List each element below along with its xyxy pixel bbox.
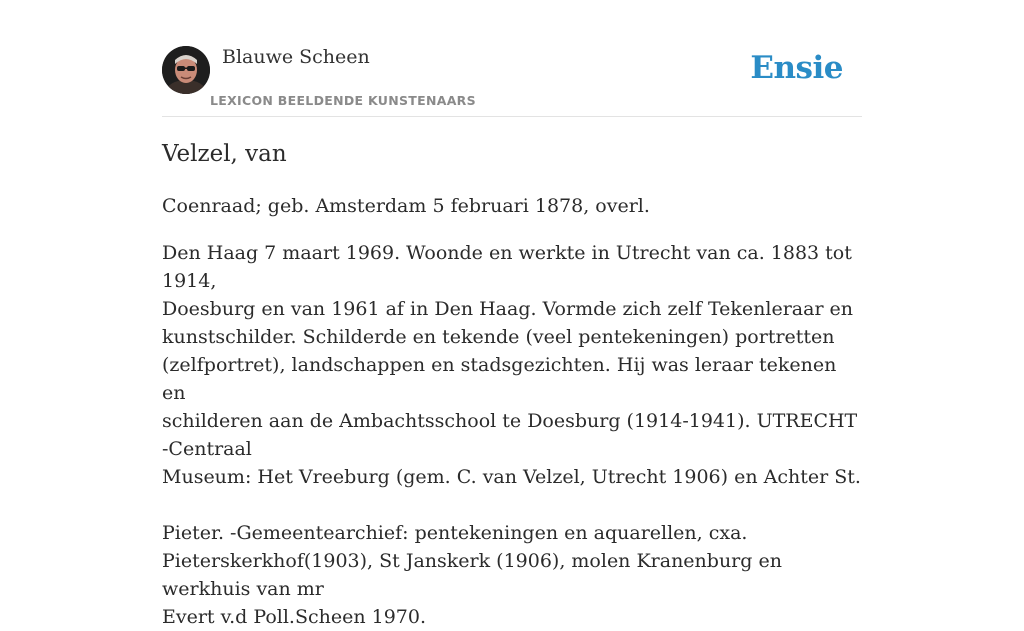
user-portrait-icon [162,46,210,94]
article [162,136,862,631]
author-name[interactable]: Blauwe Scheen [222,46,370,68]
article-paragraph: Den Haag 7 maart 1969. Woonde en werkte in Utrecht van ca. 1883 tot 1914, Doesburg en van 1961 af in Den Haag. Vormde zich zelf Tekenleraar en kunstschilder. Schilderde en tekende (veel pentekeningen) portretten (zelfportret), landschappen en stadsgezichten. Hij was leraar tekenen en schilderen aan de Ambachtsschool te Doesburg (1914-1941). UTRECHT -Centraal Museum: Het Vreeburg (gem. C. van Velzel, Utrecht 1906) en Achter St. Pieter. -Gemeentearchief: pentekeningen en aquarellen, cxa. Pieterskerkhof(1903), St Janskerk (1906), molen Kranenburg en werkhuis van mr Evert v.d Poll.Scheen 1970. [162,242,861,628]
author-avatar[interactable] [162,46,210,94]
article-paragraph: Coenraad; geb. Amsterdam 5 februari 1878, overl. [162,195,650,217]
brand-logo[interactable]: Ensie [750,50,843,86]
page-title: Velzel, van [162,141,287,167]
collection-label[interactable]: LEXICON BEELDENDE KUNSTENAARS [210,93,476,108]
page-header [162,46,862,117]
